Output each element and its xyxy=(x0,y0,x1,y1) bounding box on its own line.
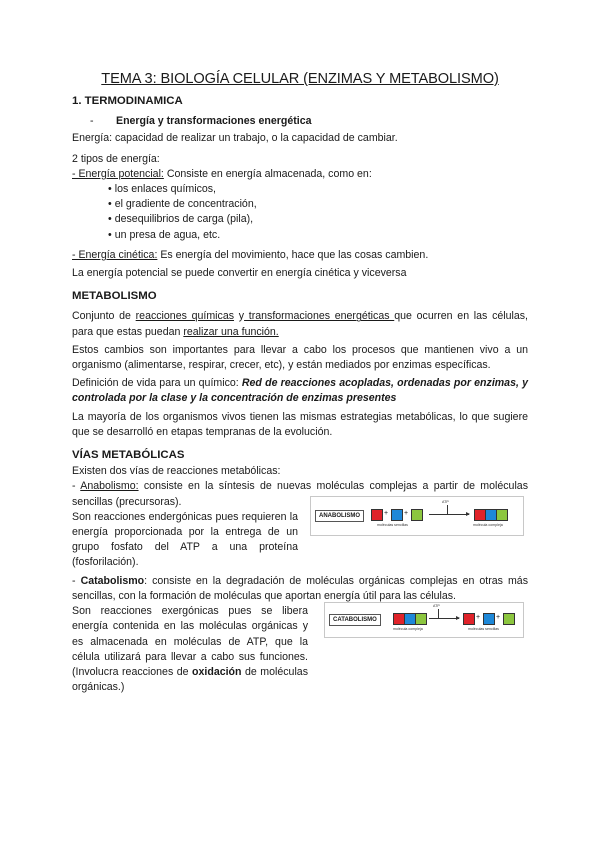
red-molecule xyxy=(463,613,475,625)
red-molecule xyxy=(371,509,383,521)
reaction-arrow xyxy=(429,514,469,515)
subheading-text: Energía y transformaciones energética xyxy=(116,115,312,128)
text-run: consiste en la síntesis de nuevas moléculas complejas a partir de moléculas sencillas (precursoras). xyxy=(72,480,528,508)
kinetic-energy-label: - Energía cinética: xyxy=(72,248,158,261)
text-run-bold: oxidación xyxy=(192,665,242,678)
plus-sign: + xyxy=(496,614,501,622)
atp-label: ATP xyxy=(433,604,440,609)
life-definition xyxy=(72,376,528,406)
catabolism-definition xyxy=(72,574,528,604)
green-molecule xyxy=(415,613,427,625)
anabolism-block xyxy=(72,499,528,571)
complex-molecule-caption: molécula compleja xyxy=(393,627,423,632)
energy-types-intro: 2 tipos de energía: xyxy=(72,152,160,165)
energy-input-line xyxy=(447,505,448,514)
metabolism-definition xyxy=(72,309,528,339)
text-run-underlined: transformaciones energéticas xyxy=(244,310,395,323)
energy-conversion: La energía potencial se puede convertir en energía cinética y viceversa xyxy=(72,267,407,280)
reaction-arrow xyxy=(429,618,459,619)
potential-energy xyxy=(72,167,528,182)
complex-molecule-caption: molécula compleja xyxy=(473,522,503,527)
catabolism-diagram-label: CATABOLISMO xyxy=(329,614,381,626)
text-run: : consiste en la degradación de moléculas orgánicas complejas en otras más sencillas, con la formación de moléculas que aportan energía útil para las células. xyxy=(72,574,528,602)
potential-energy-text: Consiste en energía almacenada, como en: xyxy=(163,167,372,180)
energy-output-line xyxy=(438,609,439,618)
plus-sign: + xyxy=(384,509,389,517)
text-run: y xyxy=(234,310,245,323)
list-item: • un presa de agua, etc. xyxy=(108,228,528,243)
section-heading-termodinamica: 1. TERMODINAMICA xyxy=(72,95,183,107)
anabolism-diagram xyxy=(310,496,524,536)
text-run: Conjunto de xyxy=(72,310,136,323)
potential-energy-label: - Energía potencial: xyxy=(72,167,164,180)
list-item: • los enlaces químicos, xyxy=(108,182,528,197)
pathways-intro: Existen dos vías de reacciones metabólicas: xyxy=(72,465,281,478)
dash-marker: - xyxy=(90,115,94,128)
simple-molecules-caption: moléculas sencillas xyxy=(377,522,408,527)
plus-sign: + xyxy=(404,509,409,517)
plus-sign: + xyxy=(476,614,481,622)
text-run: Son reacciones exergónicas pues se libera energía contenida en las moléculas orgánicas y es almacenada en moléculas de ATP, que la célula utilizará para llevar a cabo sus funciones. (Involucra reacciones de xyxy=(72,605,308,678)
list-item: • el gradiente de concentración, xyxy=(108,197,528,212)
catabolism-explanation-a xyxy=(72,604,308,695)
metabolic-strategies: La mayoría de los organismos vivos tienen las mismas estrategias metabólicas, lo que sugiere que se desarrolló en etapas tempranas de la evolución. xyxy=(72,410,528,438)
catabolism-block xyxy=(72,604,528,695)
subheading xyxy=(90,114,528,129)
anabolism-explanation: Son reacciones endergónicas pues requieren la energía proporcionada por la entrega de un grupo fosfato del ATP a una proteína (fosforilación). xyxy=(72,510,298,569)
section-heading-metabolismo: METABOLISMO xyxy=(72,290,157,303)
text-run-bold-italic: Red de reacciones acopladas, ordenadas por enzimas, y controlada por la clase y la concentración de enzimas presentes xyxy=(72,377,528,405)
energy-definition: Energía: capacidad de realizar un trabajo, o la capacidad de cambiar. xyxy=(72,132,398,145)
document-page xyxy=(72,70,528,695)
text-run: de moléculas orgánicas.) xyxy=(72,665,308,694)
atp-label: ATP xyxy=(442,499,449,504)
anabolism-label: Anabolismo: xyxy=(80,480,139,493)
kinetic-energy xyxy=(72,248,528,263)
kinetic-energy-text: Es energía del movimiento, hace que las cosas cambien. xyxy=(157,248,429,261)
metabolism-importance: Estos cambios son importantes para llevar a cabo los procesos que mantienen vivo a un organismo (alimentarse, respirar, crecer, etc), y están mediados por enzimas específicas. xyxy=(72,343,528,372)
potential-energy-list xyxy=(72,182,528,243)
simple-molecules-caption: moléculas sencillas xyxy=(468,627,499,632)
section-heading-vias: VÍAS METABÓLICAS xyxy=(72,449,185,462)
blue-molecule xyxy=(391,509,403,521)
text-run: - xyxy=(72,574,81,587)
green-molecule xyxy=(496,509,508,521)
text-run-underlined: realizar una función. xyxy=(183,325,279,338)
catabolism-diagram xyxy=(324,602,524,638)
list-item: • desequilibrios de carga (pila), xyxy=(108,212,528,227)
text-run-underlined: reacciones químicas xyxy=(135,310,235,323)
text-run: que ocurren en las células, para que estas puedan xyxy=(72,310,528,338)
blue-molecule xyxy=(483,613,495,625)
text-run: - xyxy=(72,480,81,493)
catabolism-label: Catabolismo xyxy=(80,574,145,587)
green-molecule xyxy=(503,613,515,625)
green-molecule xyxy=(411,509,423,521)
anabolism-diagram-label: ANABOLISMO xyxy=(315,510,364,522)
page-title: TEMA 3: BIOLOGÍA CELULAR (ENZIMAS Y METABOLISMO) xyxy=(101,71,499,87)
text-run: Definición de vida para un químico: xyxy=(72,377,242,390)
